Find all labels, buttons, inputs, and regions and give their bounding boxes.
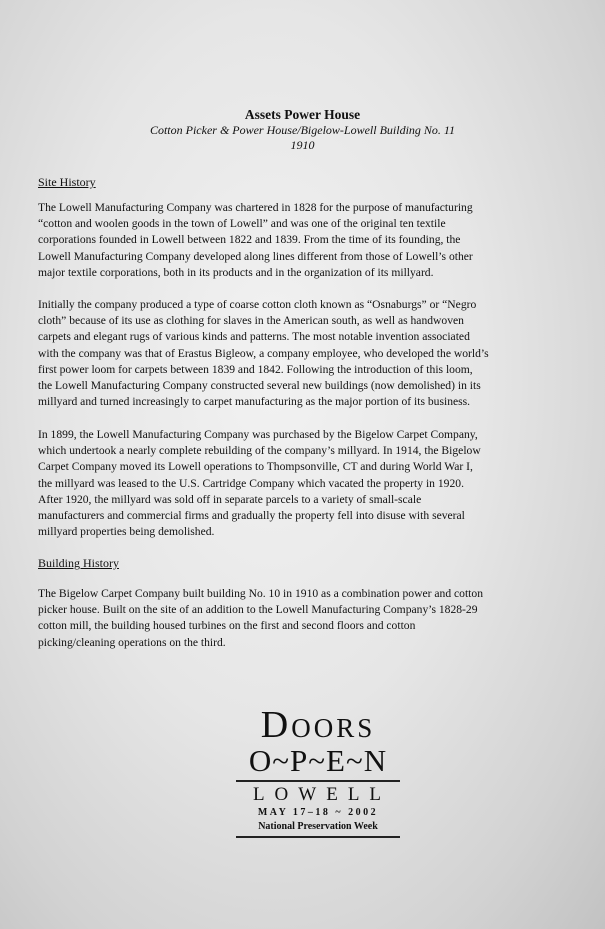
- logo-doors-text: Doors: [260, 704, 376, 746]
- text-line: first power loom for carpets between 1839 and 1842. Following the introduction of this loom,: [38, 362, 473, 376]
- text-line: carpets and elegant rugs of various kinds and patterns. The most notable invention associated: [38, 330, 470, 344]
- text-line: The Bigelow Carpet Company built building No. 10 in 1910 as a combination power and cotton: [38, 587, 484, 600]
- text-line: picker house. Built on the site of an addition to the Lowell Manufacturing Company’s 1828-29: [38, 603, 478, 617]
- text-line: millyard and turned increasingly to carpet manufacturing as the major portion of its business.: [38, 395, 471, 409]
- building-history-heading: Building History: [38, 556, 120, 570]
- text-line: In 1899, the Lowell Manufacturing Company was purchased by the Bigelow Carpet Company,: [38, 428, 478, 441]
- text-line: The Lowell Manufacturing Company was chartered in 1828 for the purpose of manufacturing: [38, 201, 473, 214]
- text-line: the Lowell Manufacturing Company constructed several new buildings (now demolished) in its: [38, 379, 481, 393]
- page-title: Assets Power House: [244, 107, 361, 122]
- logo-open-text: O~P~E~N: [248, 743, 388, 778]
- text-line: Initially the company produced a type of coarse cotton cloth known as “Osnaburgs” or “Negro: [38, 298, 477, 311]
- logo-week-text: National Preservation Week: [258, 821, 378, 832]
- text-line: corporations founded in Lowell between 1822 and 1839. From the time of its founding, the: [38, 233, 461, 247]
- text-line: manufacturers and commercial firms and gradually the property fell into disuse with several: [38, 509, 465, 523]
- building-history-paragraph-1: [38, 586, 594, 651]
- site-history-paragraph-2: [38, 297, 594, 410]
- site-history-paragraph-1: [38, 200, 594, 281]
- page-subtitle: Cotton Picker & Power House/Bigelow-Lowell Building No. 11: [149, 123, 456, 137]
- text-line: Lowell Manufacturing Company developed along lines different from those of Lowell’s other: [38, 249, 473, 263]
- title-block: [0, 106, 605, 153]
- text-line: cotton mill, the building housed turbines on the first and second floors and cotton: [38, 619, 416, 633]
- text-line: millyard properties being demolished.: [38, 525, 215, 539]
- logo-bottom-divider: [236, 836, 400, 838]
- text-line: Carpet Company moved its Lowell operations to Thompsonville, CT and during World War I,: [38, 460, 473, 474]
- logo-lowell-text: LOWELL: [252, 784, 392, 805]
- site-history-paragraph-3: [38, 427, 594, 540]
- site-history-heading: Site History: [38, 175, 96, 189]
- page-year: 1910: [290, 138, 315, 152]
- text-line: picking/cleaning operations on the third.: [38, 635, 226, 649]
- text-line: with the company was that of Erastus Bigleow, a company employee, who developed the world’s: [38, 346, 489, 360]
- text-line: cloth” because of its use as clothing for slaves in the American south, as well as handwoven: [38, 314, 464, 328]
- text-line: which undertook a nearly complete rebuilding of the company’s millyard. In 1914, the Bigelow: [38, 444, 481, 458]
- text-line: “cotton and woolen goods in the town of Lowell” and was one of the original ten textile: [38, 217, 446, 231]
- logo-divider: [236, 780, 400, 782]
- text-line: the millyard was leased to the U.S. Cartridge Company which vacated the property in 1920.: [38, 476, 464, 490]
- logo-dates-text: MAY 17–18 ~ 2002: [257, 807, 379, 818]
- doors-open-lowell-logo: [236, 706, 400, 838]
- text-line: major textile corporations, both in its products and in the organization of its millyard.: [38, 265, 434, 279]
- text-line: After 1920, the millyard was sold off in separate parcels to a variety of small-scale: [38, 492, 422, 506]
